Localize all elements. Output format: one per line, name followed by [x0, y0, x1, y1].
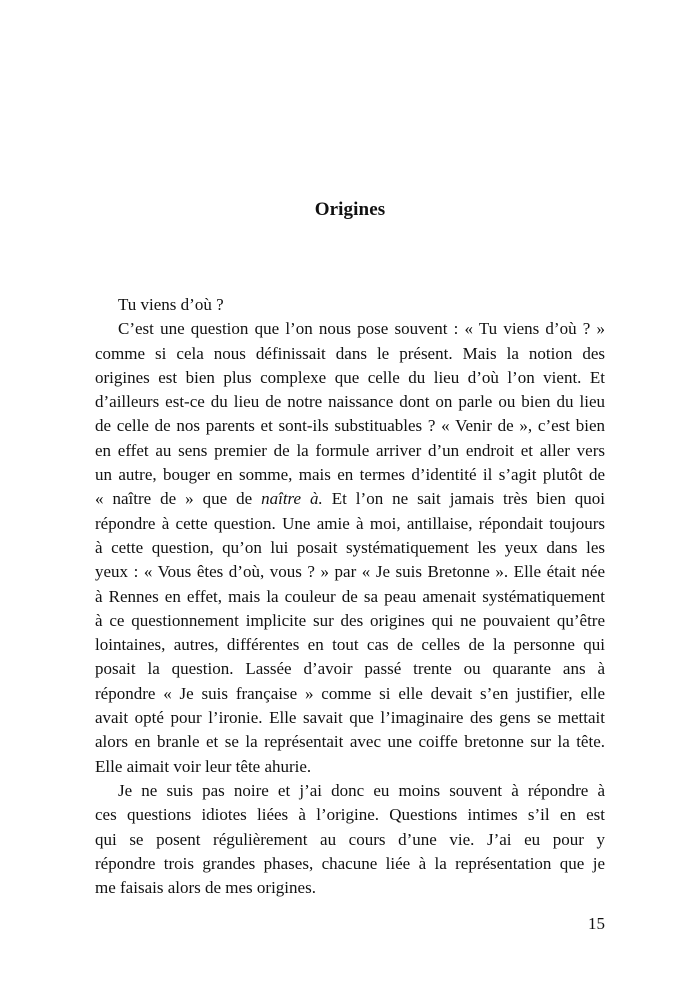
text-line: à cette question, qu’on lui posait systématiquement les yeux dans les — [95, 537, 605, 557]
text-line: me faisais alors de mes origines. — [95, 878, 316, 898]
text-line: d’ailleurs est-ce du lieu de notre naissance dont on parle ou bien du lieu — [95, 392, 605, 412]
text-line: de celle de nos parents et sont-ils substituables ? « Venir de », c’est bien — [95, 416, 605, 436]
text-line: yeux : « Vous êtes d’où, vous ? » par « Je suis Bretonne ». Elle était née — [95, 562, 605, 582]
text-line: avait opté pour l’ironie. Elle savait que l’imaginaire des gens se mettait — [95, 708, 605, 728]
text-line: comme si cela nous définissait dans le présent. Mais la notion des — [95, 343, 605, 363]
text-line: répondre à cette question. Une amie à moi, antillaise, répondait toujours — [95, 513, 605, 533]
chapter-title: Origines — [314, 199, 386, 220]
text-line: Je ne suis pas noire et j’ai donc eu moins souvent à répondre à — [118, 780, 605, 800]
text-line: lointaines, autres, différentes en tout cas de celles de la personne qui — [95, 635, 605, 655]
text-line: répondre trois grandes phases, chacune liée à la représentation que je — [95, 853, 605, 873]
text-segment: Et l’on ne sait jamais très bien quoi — [322, 489, 605, 509]
text-line: un autre, bouger en somme, mais en termes d’identité il s’agit plutôt de — [95, 465, 605, 485]
italic-text: naître à. — [261, 489, 323, 509]
text-line: C’est une question que l’on nous pose souvent : « Tu viens d’où ? » — [118, 319, 605, 339]
text-line: Tu viens d’où ? — [118, 295, 224, 314]
text-segment: « naître de » que de — [95, 489, 262, 509]
text-line — [95, 487, 605, 511]
text-line: posait la question. Lassée d’avoir passé trente ou quarante ans à — [95, 659, 605, 679]
page-number: 15 — [588, 914, 605, 933]
text-line: en effet au sens premier de la formule arriver d’un endroit et aller vers — [95, 440, 605, 460]
text-line: répondre « Je suis française » comme si elle devait s’en justifier, elle — [95, 683, 605, 703]
text-line: qui se posent régulièrement au cours d’une vie. J’ai eu pour y — [95, 829, 605, 849]
text-line: ces questions idiotes liées à l’origine. Questions intimes s’il en est — [95, 805, 605, 825]
text-line: Elle aimait voir leur tête ahurie. — [95, 756, 312, 776]
text-line: à ce questionnement implicite sur des origines qui ne pouvaient qu’être — [95, 610, 605, 630]
body-text — [95, 293, 605, 900]
text-line: alors en branle et se la représentait avec une coiffe bretonne sur la tête. — [95, 732, 605, 752]
text-line: origines est bien plus complexe que celle du lieu d’où l’on vient. Et — [95, 367, 605, 387]
text-line: à Rennes en effet, mais la couleur de sa peau amenait systématiquement — [95, 586, 605, 606]
